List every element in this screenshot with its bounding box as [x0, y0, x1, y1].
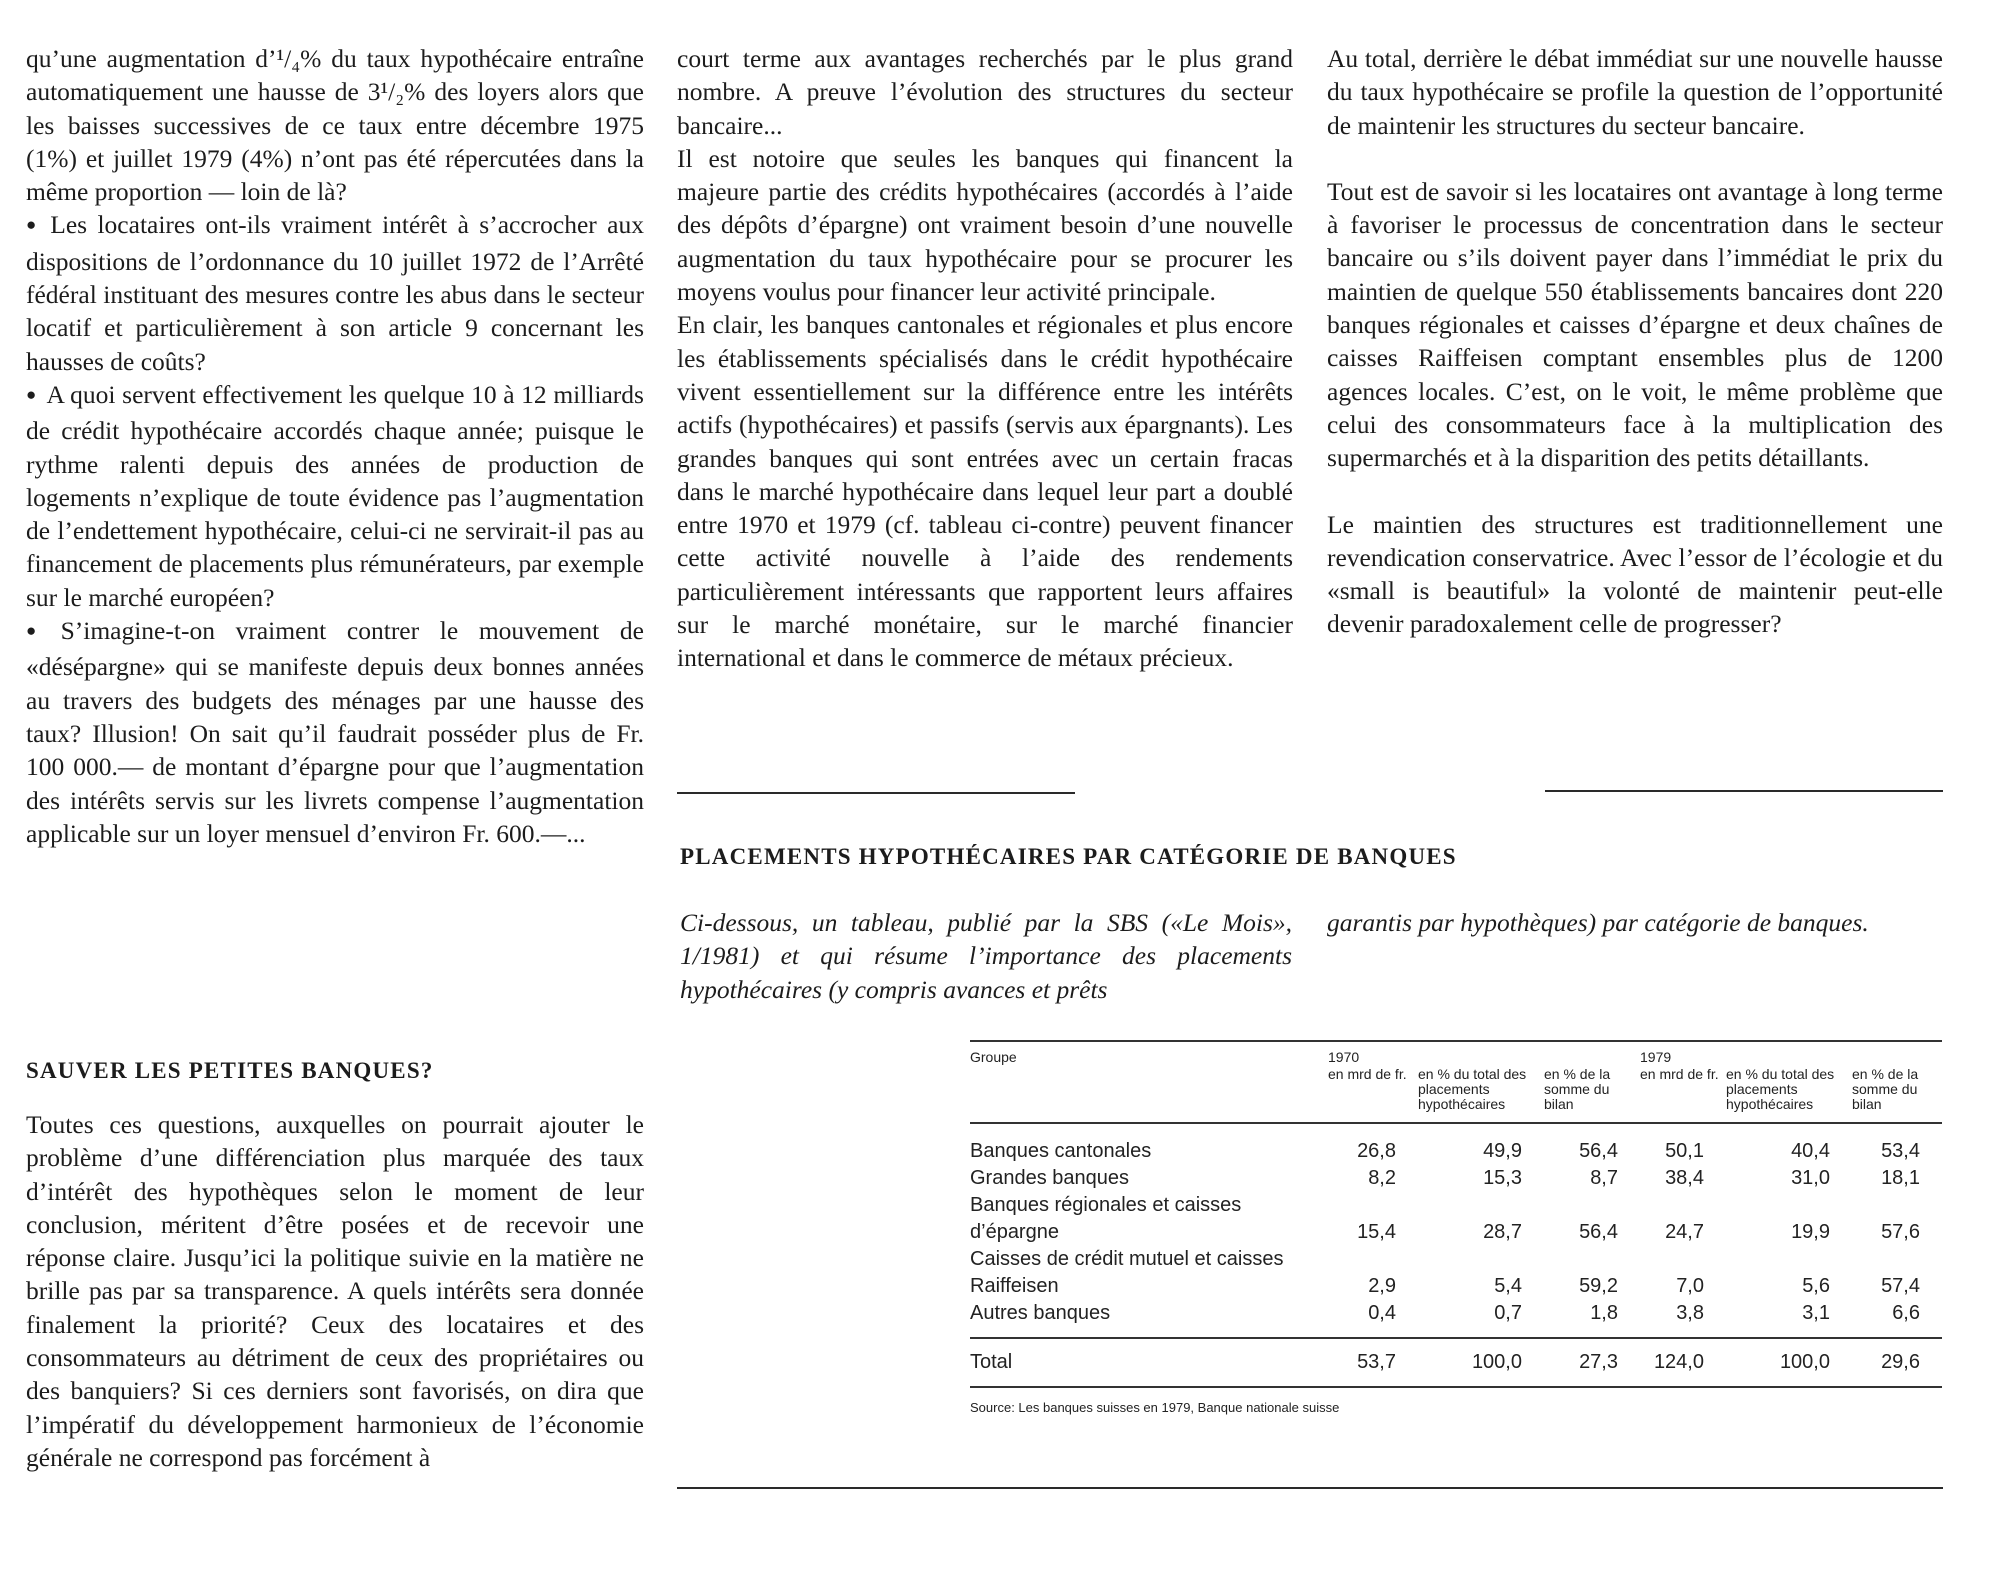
cell: 24,7 [1665, 1221, 1704, 1243]
col-header-pct-bilan: en % de la somme du bilan [1852, 1067, 1942, 1123]
cell: 31,0 [1791, 1167, 1830, 1189]
table-row [970, 1273, 1942, 1300]
cell: 124,0 [1640, 1338, 1726, 1387]
col-header-groupe: Groupe [970, 1049, 1017, 1065]
paragraph: court terme aux avantages recherchés par le plus grand nombre. A preuve l’évolution des structures du secteur bancaire... [677, 44, 1293, 140]
cell: 1,8 [1590, 1302, 1618, 1324]
row-label: Banques régionales et caisses [970, 1194, 1242, 1216]
cell: 8,2 [1368, 1167, 1396, 1189]
table-row [970, 1300, 1942, 1338]
col-header-mrd: en mrd de fr. [1328, 1067, 1418, 1123]
cell: 100,0 [1418, 1338, 1544, 1387]
table-row-label-continuation [970, 1192, 1942, 1219]
cell: 6,6 [1892, 1302, 1920, 1324]
bullet-paragraph: ● Les locataires ont-ils vraiment intérêt à s’accrocher aux dispositions de l’ordonnance du 10 juillet 1972 de l’Arrêté fédéral instituant des mesures contre les abus dans le secteur locatif et particulièrement à son article 9 concernant les hausses de coûts? [26, 208, 644, 377]
table-intro-right: garantis par hypothèques) par catégorie de banques. [1327, 908, 1869, 937]
paragraph: Au total, derrière le débat immédiat sur une nouvelle hausse du taux hypothécaire se profile la question de l’opportunité de maintenir les structures du secteur bancaire. [1327, 44, 1943, 140]
section-heading-petites-banques: SAUVER LES PETITES BANQUES? [26, 1058, 434, 1083]
paragraph: Tout est de savoir si les locataires ont avantage à long terme à favoriser le processus de concentration dans le secteur bancaire ou s’ils doivent payer dans l’immédiat le prix du maintien de quelque 550 établissements bancaires dont 220 banques régionales et caisses d’épargne et deux chaînes de caisses Raiffeisen comptant ensembles plus de 1200 agences locales. C’est, on le voit, le même problème que celui des consommateurs face à la multiplication des supermarchés et à la disparition des petits détaillants. [1327, 176, 1943, 473]
cell: 50,1 [1665, 1140, 1704, 1162]
row-label: Raiffeisen [970, 1275, 1059, 1297]
cell: 18,1 [1881, 1167, 1920, 1189]
cell: 53,7 [1328, 1338, 1418, 1387]
cell: 49,9 [1483, 1140, 1522, 1162]
paragraph: qu’une augmentation d’¹/₄% du taux hypothécaire entraîne automatiquement une hausse de 3¹/₂% des loyers alors que les baisses successives de ce taux entre décembre 1975 (1%) et juillet 1979 (4%) n’ont pas été répercutées dans la même proportion — loin de là? [26, 44, 644, 207]
article-column-2 [677, 42, 1293, 675]
cell: 2,9 [1368, 1275, 1396, 1297]
row-label: Grandes banques [970, 1167, 1130, 1189]
cell: 5,4 [1494, 1275, 1522, 1297]
cell: 28,7 [1483, 1221, 1522, 1243]
cell: 38,4 [1665, 1167, 1704, 1189]
cell: 26,8 [1357, 1140, 1396, 1162]
cell: 15,3 [1483, 1167, 1522, 1189]
table-intro-left: Ci-dessous, un tableau, publié par la SBS («Le Mois», 1/1981) et qui résume l’importance des placements hypothécaires (y compris avances et prêts [680, 908, 1292, 1004]
divider [1545, 790, 1943, 792]
table-row-label-continuation [970, 1246, 1942, 1273]
paragraph: Il est notoire que seules les banques qui financent la majeure partie des crédits hypothécaires (accordés à l’aide des dépôts d’épargne) ont vraiment besoin d’une nouvelle augmentation du taux hypothécaire pour se procurer les moyens voulus pour financer leur activité principale. [677, 143, 1293, 307]
bullet-paragraph: ● A quoi servent effectivement les quelque 10 à 12 milliards de crédit hypothécaire accordés chaque année; puisque le rythme ralenti depuis des années de production de logements n’explique de toute évidence pas l’augmentation de l’endettement hypothécaire, celui-ci ne servirait-il pas au financement de placements plus rémunérateurs, par exemple sur le marché européen? [26, 378, 644, 614]
cell: 3,8 [1676, 1302, 1704, 1324]
section-heading-placements: PLACEMENTS HYPOTHÉCAIRES PAR CATÉGORIE DE BANQUES [680, 844, 1457, 869]
cell: 40,4 [1791, 1140, 1830, 1162]
cell: 57,4 [1881, 1275, 1920, 1297]
divider [677, 792, 1075, 794]
row-label: Caisses de crédit mutuel et caisses [970, 1248, 1284, 1270]
cell: 53,4 [1881, 1140, 1920, 1162]
col-header-pct-total: en % du total des placements hypothécaires [1418, 1067, 1544, 1123]
col-header-pct-bilan: en % de la somme du bilan [1544, 1067, 1640, 1123]
col-header-pct-total: en % du total des placements hypothécaires [1726, 1067, 1852, 1123]
cell: 5,6 [1802, 1275, 1830, 1297]
col-header-year-1979: 1979 [1640, 1049, 1672, 1065]
row-label: Banques cantonales [970, 1140, 1152, 1162]
row-label: Total [970, 1338, 1328, 1387]
bullet-paragraph: ● S’imagine-t-on vraiment contrer le mouvement de «désépargne» qui se manifeste depuis deux bonnes années au travers des budgets des ménages par une hausse des taux? Illusion! On sait qu’il faudrait posséder plus de Fr. 100 000.— de montant d’épargne pour que l’augmentation des intérêts servis sur les livrets compense l’augmentation applicable sur un loyer mensuel d’environ Fr. 600.—... [26, 614, 644, 850]
cell: 0,7 [1494, 1302, 1522, 1324]
divider [677, 1487, 1943, 1489]
table-row [970, 1219, 1942, 1246]
table-source: Source: Les banques suisses en 1979, Banque nationale suisse [970, 1400, 1340, 1415]
cell: 0,4 [1368, 1302, 1396, 1324]
cell: 27,3 [1544, 1338, 1640, 1387]
table-row [970, 1123, 1942, 1165]
col-header-year-1970: 1970 [1328, 1049, 1360, 1065]
cell: 56,4 [1579, 1140, 1618, 1162]
cell: 15,4 [1357, 1221, 1396, 1243]
cell: 57,6 [1881, 1221, 1920, 1243]
placements-table [970, 1040, 1942, 1415]
paragraph: Toutes ces questions, auxquelles on pourrait ajouter le problème d’une différenciation plus marquée des taux d’intérêt des hypothèques selon le moment de leur conclusion, méritent d’être posées et de recevoir une réponse claire. Jusqu’ici la politique suivie en la matière ne brille pas par sa transparence. A quels intérêts sera donnée finalement la priorité? Ceux des locataires et des consommateurs au détriment de ceux des propriétaires ou des banquiers? Si ces derniers sont favorisés, on dira que l’impératif du développement harmonieux de l’économie générale ne correspond pas forcément à [26, 1110, 644, 1472]
table-total-row [970, 1338, 1942, 1387]
cell: 8,7 [1590, 1167, 1618, 1189]
col-header-mrd: en mrd de fr. [1640, 1067, 1726, 1123]
table-row [970, 1165, 1942, 1192]
article-column-1 [26, 42, 644, 850]
row-label: d’épargne [970, 1221, 1059, 1243]
cell: 56,4 [1579, 1221, 1618, 1243]
row-label: Autres banques [970, 1302, 1111, 1324]
cell: 3,1 [1802, 1302, 1830, 1324]
article-column-3 [1327, 42, 1943, 641]
cell: 19,9 [1791, 1221, 1830, 1243]
cell: 59,2 [1579, 1275, 1618, 1297]
paragraph: En clair, les banques cantonales et régionales et plus encore les établissements spécialisés dans le crédit hypothécaire vivent essentiellement sur la différence entre les intérêts actifs (hypothécaires) et passifs (servis aux épargnants). Les grandes banques qui sont entrées avec un certain fracas dans le marché hypothécaire dans lequel leur part a doublé entre 1970 et 1979 (cf. tableau ci-contre) peuvent financer cette activité nouvelle à l’aide des rendements particulièrement intéressants que rapportent leurs affaires sur le marché monétaire, sur le marché financier international et dans le commerce de métaux précieux. [677, 310, 1293, 673]
cell: 100,0 [1726, 1338, 1852, 1387]
cell: 29,6 [1852, 1338, 1942, 1387]
cell: 7,0 [1676, 1275, 1704, 1297]
paragraph: Le maintien des structures est traditionnellement une revendication conservatrice. Avec l’essor de l’écologie et du «small is beautiful» la volonté de maintenir peut-elle devenir paradoxalement celle de progresser? [1327, 509, 1943, 639]
